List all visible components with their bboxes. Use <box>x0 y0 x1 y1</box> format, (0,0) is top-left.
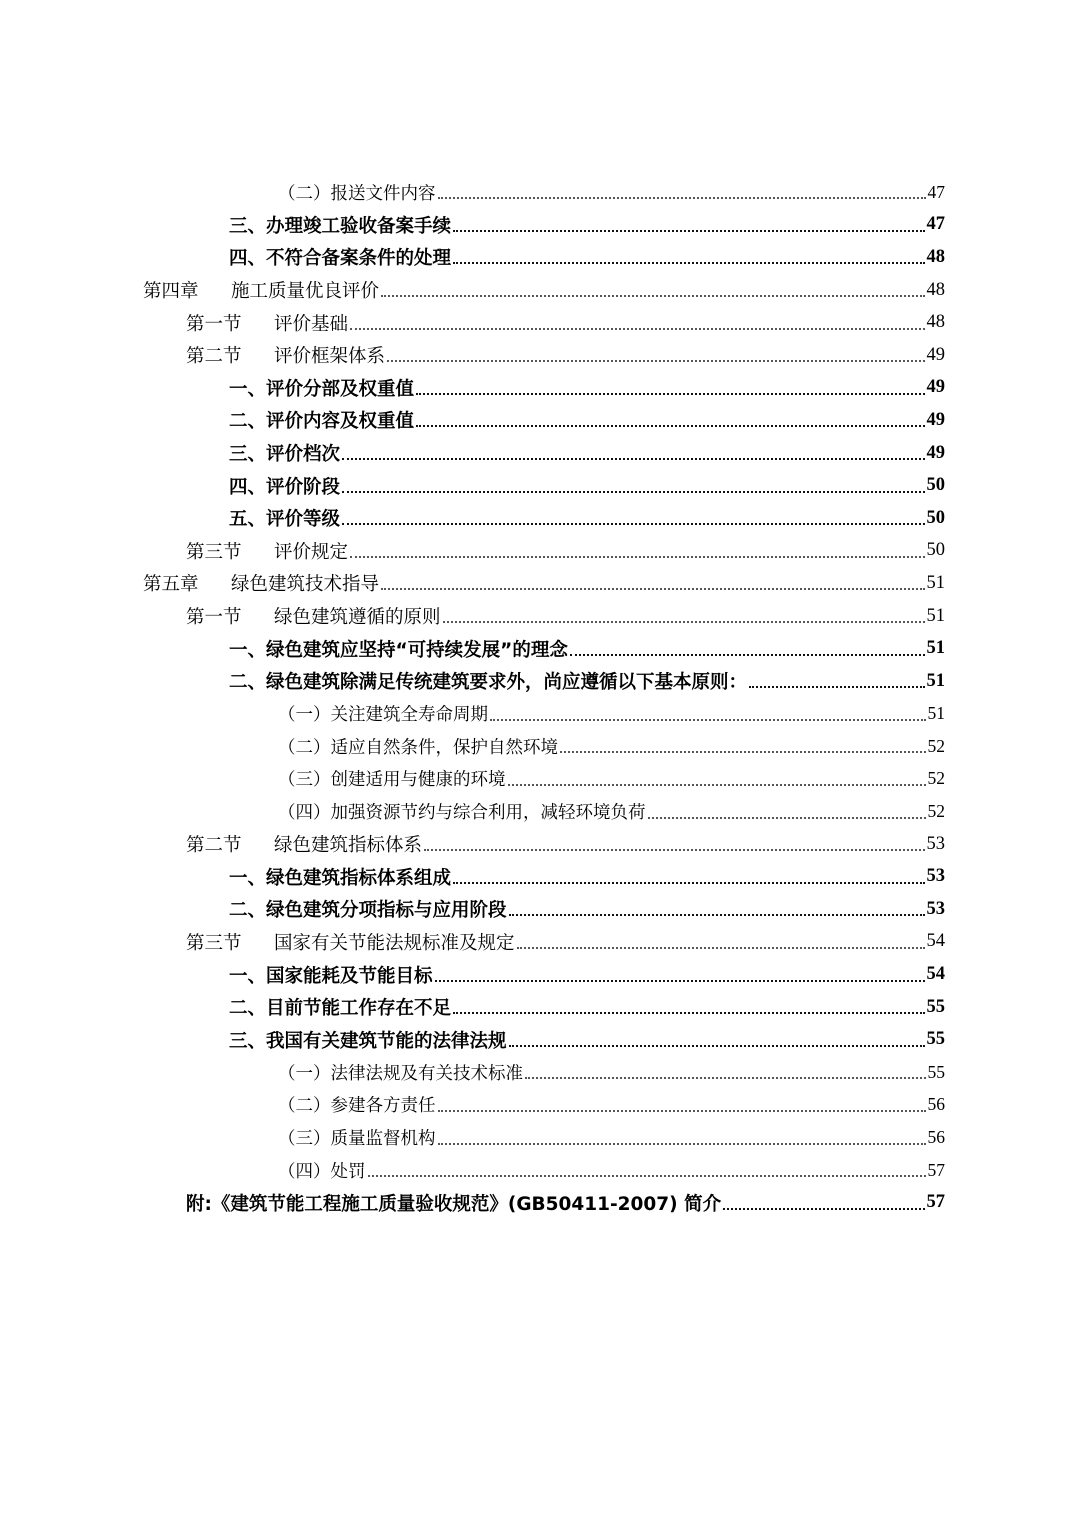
toc-entry[interactable] <box>0 437 1087 470</box>
toc-entry-page: 52 <box>927 735 945 756</box>
toc-entry-page: 48 <box>926 279 945 300</box>
dot-leader <box>342 458 924 460</box>
toc-entry-page: 54 <box>926 964 945 985</box>
toc-entry[interactable] <box>0 535 1087 568</box>
toc-entry-page: 48 <box>926 312 945 333</box>
toc-entry-number: 第一节 <box>186 607 242 629</box>
toc-entry-page: 55 <box>927 1061 945 1082</box>
dot-leader <box>435 980 925 982</box>
toc-entry[interactable] <box>0 1121 1087 1154</box>
toc-entry-page: 51 <box>926 572 945 593</box>
toc-entry[interactable] <box>0 795 1087 828</box>
toc-entry-page: 56 <box>927 1127 945 1148</box>
dot-leader <box>490 719 926 721</box>
toc-entry-page: 51 <box>926 670 945 691</box>
toc-entry[interactable] <box>0 698 1087 731</box>
toc-entry-title: （三）创建适用与健康的环境 <box>278 770 506 791</box>
toc-entry-title: 五、评价等级 <box>229 509 341 531</box>
toc-entry-page: 49 <box>926 442 945 463</box>
toc-entry-page: 50 <box>926 540 945 561</box>
toc-entry-title: 四、评价阶段 <box>229 476 341 498</box>
toc-entry-title: （四）加强资源节约与综合利用，减轻环境负荷 <box>278 803 646 824</box>
toc-entry[interactable] <box>0 958 1087 991</box>
dot-leader <box>350 556 924 558</box>
dot-leader <box>453 1012 924 1014</box>
dot-leader <box>381 295 924 297</box>
dot-leader <box>416 393 924 395</box>
dot-leader <box>560 751 926 753</box>
toc-entry-title: 评价基础 <box>274 313 349 335</box>
toc-entry-title: 二、绿色建筑除满足传统建筑要求外，尚应遵循以下基本原则： <box>229 672 748 694</box>
toc-entry-page: 51 <box>926 638 945 659</box>
toc-entry-title: 二、目前节能工作存在不足 <box>229 998 452 1020</box>
toc-entry[interactable] <box>0 763 1087 796</box>
toc-entry-number: 第二节 <box>186 835 242 857</box>
dot-leader <box>525 1077 926 1079</box>
toc-entry[interactable] <box>0 372 1087 405</box>
toc-entry-page: 51 <box>927 703 945 724</box>
toc-entry[interactable] <box>0 600 1087 633</box>
toc-entry-title: 一、绿色建筑指标体系组成 <box>229 867 452 889</box>
toc-entry-page: 47 <box>926 214 945 235</box>
toc-entry[interactable] <box>0 1154 1087 1187</box>
toc-entry-title: 一、评价分部及权重值 <box>229 378 415 400</box>
toc-entry-title: （一）法律法规及有关技术标准 <box>278 1063 523 1084</box>
toc-entry[interactable] <box>0 1023 1087 1056</box>
toc-entry[interactable] <box>0 1056 1087 1089</box>
toc-entry[interactable] <box>0 176 1087 209</box>
toc-entry[interactable] <box>0 991 1087 1024</box>
toc-entry-title: 二、绿色建筑分项指标与应用阶段 <box>229 900 507 922</box>
toc-entry-title: （三）质量监督机构 <box>278 1129 436 1150</box>
dot-leader <box>509 1045 925 1047</box>
dot-leader <box>453 882 924 884</box>
toc-entry-title: 一、国家能耗及节能目标 <box>229 965 433 987</box>
dot-leader <box>416 425 924 427</box>
dot-leader <box>387 360 924 362</box>
toc-entry-title: 四、不符合备案条件的处理 <box>229 248 452 270</box>
toc-entry-number: 第三节 <box>186 541 242 563</box>
dot-leader <box>517 947 925 949</box>
toc-entry[interactable] <box>0 926 1087 959</box>
toc-entry[interactable] <box>0 241 1087 274</box>
dot-leader <box>443 621 925 623</box>
toc-entry-page: 54 <box>926 931 945 952</box>
toc-entry[interactable] <box>0 469 1087 502</box>
toc-entry-page: 49 <box>926 344 945 365</box>
dot-leader <box>342 491 924 493</box>
toc-entry-title: 一、绿色建筑应坚持“可持续发展”的理念 <box>229 639 568 661</box>
toc-entry[interactable] <box>0 274 1087 307</box>
toc-entry-page: 57 <box>926 1192 945 1213</box>
toc-entry-number: 第三节 <box>186 932 242 954</box>
dot-leader <box>381 588 924 590</box>
toc-entry-title: 绿色建筑遵循的原则 <box>274 607 441 629</box>
toc-entry-title: （一）关注建筑全寿命周期 <box>278 705 488 726</box>
toc-entry-page: 52 <box>927 768 945 789</box>
toc-entry-page: 50 <box>926 475 945 496</box>
toc-entry[interactable] <box>0 339 1087 372</box>
dot-leader <box>508 784 926 786</box>
toc-entry-title: 附:《建筑节能工程施工质量验收规范》(GB50411-2007) 简介 <box>186 1193 722 1215</box>
dot-leader <box>453 230 924 232</box>
toc-entry[interactable] <box>0 209 1087 242</box>
toc-entry-title: 评价规定 <box>274 541 349 563</box>
toc-entry-number: 第一节 <box>186 313 242 335</box>
toc-entry-page: 53 <box>926 898 945 919</box>
toc-entry-title: （四）处罚 <box>278 1161 366 1182</box>
table-of-contents <box>0 176 1087 1219</box>
toc-entry[interactable] <box>0 860 1087 893</box>
toc-entry-page: 48 <box>926 246 945 267</box>
dot-leader <box>342 523 924 525</box>
toc-entry-page: 55 <box>926 1029 945 1050</box>
toc-entry-title: 国家有关节能法规标准及规定 <box>274 932 515 954</box>
toc-entry-number: 第二节 <box>186 346 242 368</box>
dot-leader <box>438 1143 926 1145</box>
toc-entry-title: 绿色建筑指标体系 <box>274 835 423 857</box>
toc-entry-title: （二）适应自然条件，保护自然环境 <box>278 737 558 758</box>
toc-entry-page: 55 <box>926 996 945 1017</box>
toc-entry[interactable] <box>0 567 1087 600</box>
dot-leader <box>368 1175 926 1177</box>
dot-leader <box>438 1110 926 1112</box>
dot-leader <box>570 654 925 656</box>
toc-entry-number: 第四章 <box>143 281 199 303</box>
dot-leader <box>453 262 924 264</box>
toc-entry-page: 49 <box>926 409 945 430</box>
toc-entry-page: 47 <box>927 181 945 202</box>
toc-entry-page: 51 <box>926 605 945 626</box>
toc-entry-title: 绿色建筑技术指导 <box>231 574 380 596</box>
toc-entry-page: 49 <box>926 377 945 398</box>
toc-entry-page: 53 <box>926 833 945 854</box>
toc-entry-page: 57 <box>927 1159 945 1180</box>
dot-leader <box>648 817 926 819</box>
toc-entry[interactable] <box>0 502 1087 535</box>
toc-entry[interactable] <box>0 828 1087 861</box>
toc-entry-title: 评价框架体系 <box>274 346 386 368</box>
toc-entry-title: 三、办理竣工验收备案手续 <box>229 215 452 237</box>
toc-entry-title: 施工质量优良评价 <box>231 281 380 303</box>
toc-entry-title: 三、我国有关建筑节能的法律法规 <box>229 1030 507 1052</box>
toc-entry-number: 第五章 <box>143 574 199 596</box>
toc-entry[interactable] <box>0 665 1087 698</box>
toc-entry-page: 52 <box>927 801 945 822</box>
dot-leader <box>509 914 925 916</box>
dot-leader <box>749 686 924 688</box>
toc-entry-page: 53 <box>926 866 945 887</box>
toc-entry[interactable] <box>0 893 1087 926</box>
toc-entry[interactable] <box>0 632 1087 665</box>
toc-entry[interactable] <box>0 1186 1087 1219</box>
toc-entry-title: 二、评价内容及权重值 <box>229 411 415 433</box>
toc-entry[interactable] <box>0 730 1087 763</box>
toc-entry-title: （二）报送文件内容 <box>278 183 436 204</box>
dot-leader <box>350 328 924 330</box>
toc-entry-page: 50 <box>926 507 945 528</box>
toc-entry[interactable] <box>0 306 1087 339</box>
dot-leader <box>723 1208 924 1210</box>
toc-entry-title: 三、评价档次 <box>229 444 341 466</box>
toc-entry[interactable] <box>0 404 1087 437</box>
toc-entry-page: 56 <box>927 1094 945 1115</box>
dot-leader <box>438 197 926 199</box>
toc-entry-title: （二）参建各方责任 <box>278 1096 436 1117</box>
toc-entry[interactable] <box>0 1089 1087 1122</box>
dot-leader <box>424 849 924 851</box>
